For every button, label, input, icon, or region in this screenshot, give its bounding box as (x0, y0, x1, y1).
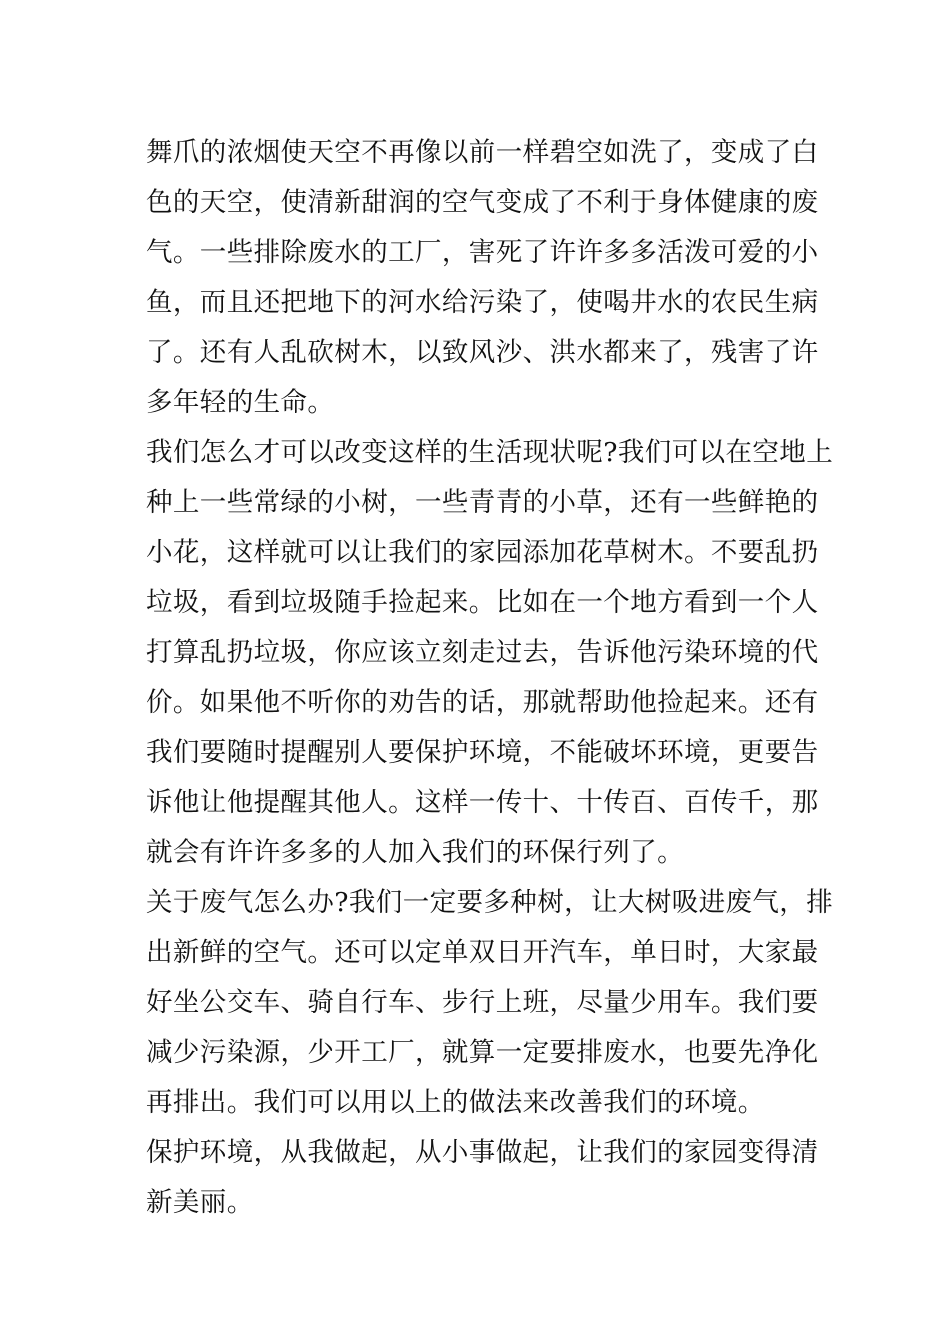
text-line: 新美丽。 (146, 1187, 254, 1218)
text-line: 就会有许许多多的人加入我们的环保行列了。 (146, 837, 684, 868)
text-line: 好坐公交车、骑自行车、步行上班，尽量少用车。我们要 (146, 987, 819, 1018)
text-line: 我们要随时提醒别人要保护环境，不能破坏环境，更要告 (146, 737, 819, 768)
text-line: 小花，这样就可以让我们的家园添加花草树木。不要乱扔 (146, 537, 819, 568)
text-line: 我们怎么才可以改变这样的生活现状呢?我们可以在空地上 (146, 437, 834, 468)
paragraph-4 (146, 1128, 819, 1228)
text-line: 垃圾，看到垃圾随手捡起来。比如在一个地方看到一个人 (146, 587, 819, 618)
text-line: 价。如果他不听你的劝告的话，那就帮助他捡起来。还有 (146, 687, 819, 718)
text-line: 多年轻的生命。 (146, 387, 335, 418)
text-line: 关于废气怎么办?我们一定要多种树，让大树吸进废气，排 (146, 887, 834, 918)
text-line: 舞爪的浓烟使天空不再像以前一样碧空如洗了，变成了白 (146, 137, 819, 168)
text-line: 保护环境，从我做起，从小事做起，让我们的家园变得清 (146, 1137, 819, 1168)
paragraph-2 (146, 428, 834, 878)
text-line: 色的天空，使清新甜润的空气变成了不利于身体健康的废 (146, 187, 819, 218)
text-line: 鱼，而且还把地下的河水给污染了，使喝井水的农民生病 (146, 287, 819, 318)
text-line: 再排出。我们可以用以上的做法来改善我们的环境。 (146, 1087, 765, 1118)
text-line: 气。一些排除废水的工厂，害死了许许多多活泼可爱的小 (146, 237, 819, 268)
document-body (146, 128, 834, 1228)
text-line: 打算乱扔垃圾，你应该立刻走过去，告诉他污染环境的代 (146, 637, 819, 668)
text-line: 了。还有人乱砍树木，以致风沙、洪水都来了，残害了许 (146, 337, 819, 368)
text-line: 诉他让他提醒其他人。这样一传十、十传百、百传千，那 (146, 787, 819, 818)
text-line: 出新鲜的空气。还可以定单双日开汽车，单日时，大家最 (146, 937, 819, 968)
text-line: 减少污染源，少开工厂，就算一定要排废水，也要先净化 (146, 1037, 819, 1068)
paragraph-3 (146, 878, 834, 1128)
paragraph-1 (146, 128, 819, 428)
text-line: 种上一些常绿的小树，一些青青的小草，还有一些鲜艳的 (146, 487, 819, 518)
